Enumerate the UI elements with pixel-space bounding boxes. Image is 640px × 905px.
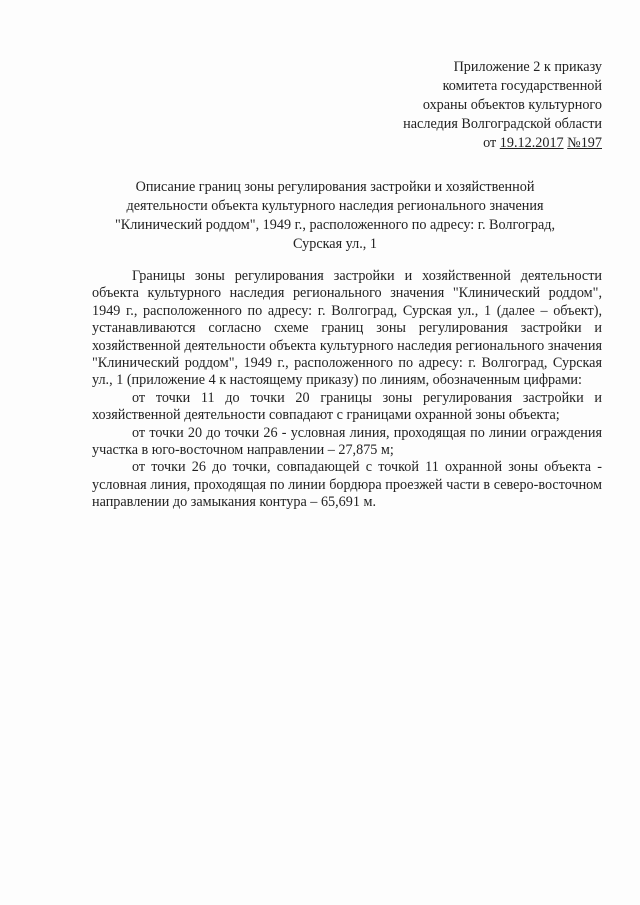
body-paragraph: Границы зоны регулирования застройки и хозяйственной деятельности объекта культурного наследия регионального значения "Клинический роддом", 1949 г., расположенного по адресу: г. Волгоград, Сурская ул., 1 (далее – объект), устанавливаются согласно схеме границ зоны регулирования застройки и хозяйственной деятельности объекта культурного наследия регионального значения "Клинический роддом", 1949 г., расположенного по адресу: г. Волгоград, Сурская ул., 1 (приложение 4 к настоящему приказу) по линиям, обозначенным цифрами: xyxy=(92,268,602,389)
body-paragraph: от точки 20 до точки 26 - условная линия, проходящая по линии ограждения участка в юго-восточном направлении – 27,875 м; xyxy=(92,424,602,459)
header-date-line xyxy=(342,134,602,153)
title-line-2: деятельности объекта культурного наследия регионального значения xyxy=(126,198,544,214)
body-paragraph: от точки 11 до точки 20 границы зоны регулирования застройки и хозяйственной деятельности совпадают с границами охранной зоны объекта; xyxy=(92,389,602,424)
appendix-header xyxy=(342,58,602,153)
title-line-3: "Клинический роддом", 1949 г., расположенного по адресу: г. Волгоград, xyxy=(114,217,556,233)
body-paragraph: от точки 26 до точки, совпадающей с точкой 11 охранной зоны объекта - условная линия, проходящая по линии бордюра проезжей части в северо-восточном направлении до замыкания контура – 65,691 м. xyxy=(92,459,602,511)
header-line-1: Приложение 2 к приказу xyxy=(453,59,602,75)
document-body xyxy=(92,268,602,512)
title-line-1: Описание границ зоны регулирования застройки и хозяйственной xyxy=(135,179,535,195)
order-date: 19.12.2017 xyxy=(499,135,564,151)
date-prefix: от xyxy=(483,135,500,151)
header-line-3: охраны объектов культурного xyxy=(422,97,602,113)
order-number: №197 xyxy=(567,135,602,151)
document-title xyxy=(80,178,590,254)
header-line-2: комитета государственной xyxy=(442,78,602,94)
title-line-4: Сурская ул., 1 xyxy=(293,236,377,252)
header-line-4: наследия Волгоградской области xyxy=(403,116,602,132)
